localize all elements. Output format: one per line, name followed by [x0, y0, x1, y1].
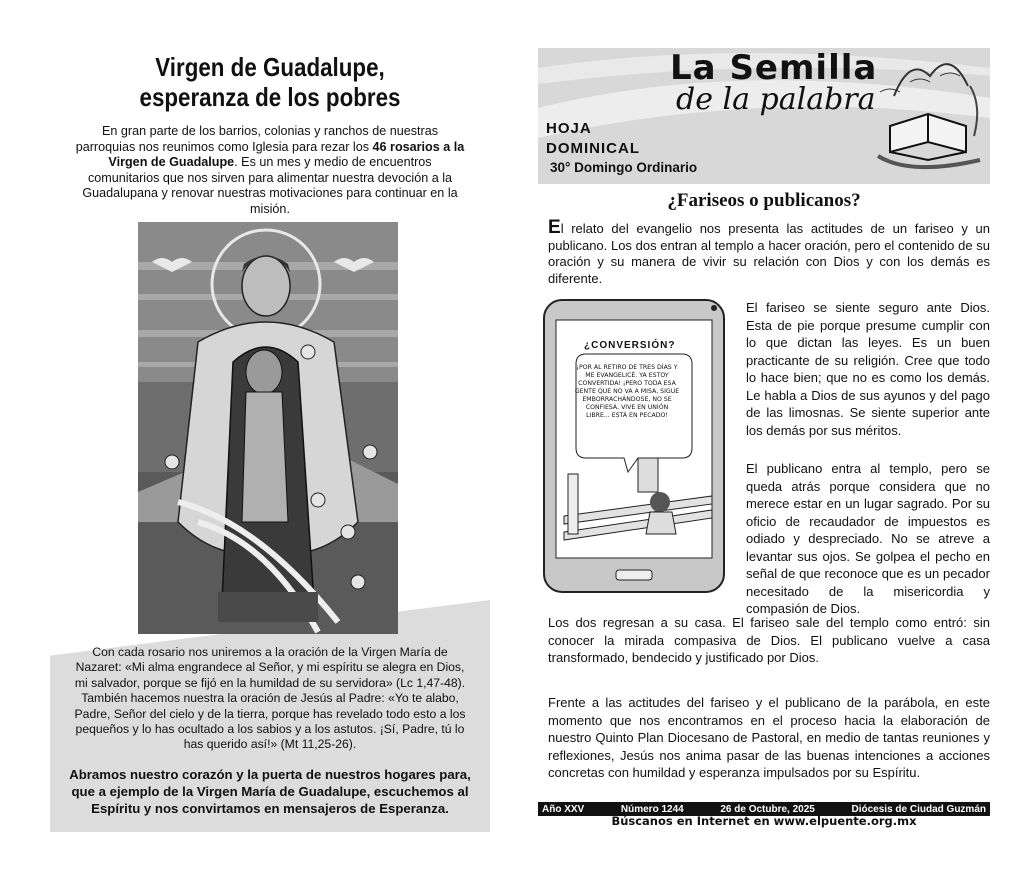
sunday-label: 30° Domingo Ordinario	[550, 160, 698, 175]
article-intro	[548, 217, 990, 287]
intro-text-a: En gran parte de los barrios, colonias y ranchos de nuestras parroquias nos reunimos como Iglesia para rezar los	[75, 124, 439, 154]
paragraph-fariseo: El fariseo se siente seguro ante Dios. Esta de pie porque presume cumplir con lo que dictan las leyes. Es un buen practicante de su religión. Cree que todo lo hace bien; que no es como los demás. Le habla a Dios de sus ayunos y del pago de las limosnas. Se siente superior ante los demás por sus méritos.	[746, 300, 990, 438]
dominical-label: DOMINICAL	[546, 140, 640, 157]
paragraph-publicano: El publicano entra al templo, pero se queda atrás porque considera que no merece estar en un lugar sagrado. Por su oficio de recaudador de impuestos es odiado y despreciado. No se atreve a levantar sus ojos. Se golpea el pecho en señal de que reconoce que es un pecador necesitado de la misericordia y compasión de Dios.	[746, 461, 990, 616]
hoja-label: HOJA	[546, 120, 592, 137]
guadalupe-illustration	[138, 222, 398, 634]
right-page	[538, 48, 990, 838]
intro-rest: l relato del evangelio nos presenta las actitudes de un fariseo y un publicano. Los dos entran al templo a hacer oración, pero el contenido de su oración y su manera de vivir su relación con Dios y con los demás es diferente.	[548, 221, 990, 286]
footer-year: Año XXV	[542, 803, 585, 815]
left-prayer-paragraph: Con cada rosario nos uniremos a la oración de la Virgen María de Nazaret: «Mi alma engrandece al Señor, y mi espíritu se alegra en Dios, mi salvador, porque se fijó en la humildad de su servidora» (Lc 1,47-48). También hacemos nuestra la oración de Jesús al Padre: «Yo te alabo, Padre, Señor del cielo y de la tierra, porque has revelado todo esto a los pequeños y lo has ocultado a los sabios y a los astutos. ¡Sí, Padre, tú lo has querido así!» (Mt 11,25-26).	[74, 645, 466, 752]
brand-title: La Semilla	[670, 48, 878, 88]
masthead	[538, 48, 990, 184]
left-title	[81, 52, 459, 112]
left-page	[50, 40, 490, 830]
paragraph-conclusion: Frente a las actitudes del fariseo y el publicano de la parábola, en este momento que nos encontramos en el proceso hacia la elaboración de nuestro Quinto Plan Diocesano de Pastoral, en medio de tantas reuniones y reflexiones, Jesús nos anima pasar de las buenas intenciones a acciones concretas con humildad y esperanza impulsados por su Espíritu.	[548, 695, 990, 780]
open-bible-icon	[870, 56, 988, 176]
footer-diocese: Diócesis de Ciudad Guzmán	[851, 803, 986, 815]
left-title-line1: Virgen de Guadalupe,	[155, 52, 385, 82]
cartoon-caption: ¿CONVERSIÓN?	[584, 340, 676, 351]
footer-website[interactable]: Búscanos en Internet en www.elpuente.org.mx	[611, 814, 917, 828]
left-intro-paragraph	[75, 124, 465, 217]
left-call-to-action: Abramos nuestro corazón y la puerta de nuestros hogares para, que a ejemplo de la Virgen María de Guadalupe, escuchemos al Espíritu y nos convirtamos en mensajeros de Esperanza.	[69, 767, 471, 816]
brand-subtitle: de la palabra	[676, 82, 876, 117]
left-title-line2: esperanza de los pobres	[139, 82, 401, 112]
cartoon-speech-bubble: ¡POR AL RETIRO DE TRES DÍAS Y ME EVANGELICÉ. YA ESTOY CONVERTIDA! ¡PERO TODA ESA GENTE QUE NO VA A MISA, SIGUE EMBORRACHÁNDOSE, NO SE CONFIESA, VIVE EN UNIÓN LIBRE... ESTÁ EN PECADO!	[574, 364, 680, 419]
intro-text-bold: 46 rosarios a la Virgen de Guadalupe	[108, 139, 465, 169]
footer-date: 26 de Octubre, 2025	[720, 803, 815, 815]
drop-cap: E	[548, 217, 561, 238]
paragraph-return-home: Los dos regresan a su casa. El fariseo sale del templo como entró: sin conocer la mirada compasiva de Dios. El publicano vuelve a casa transformado, bendecido y justificado por Dios.	[548, 615, 990, 665]
article-title: ¿Fariseos o publicanos?	[667, 190, 861, 211]
footer-number: Número 1244	[620, 803, 684, 815]
intro-text-b: . Es un mes y medio de encuentros comunitarios que nos sirven para alimentar nuestra devoción a la Guadalupana y renovar nuestras motivaciones para continuar en la misión.	[82, 155, 458, 216]
